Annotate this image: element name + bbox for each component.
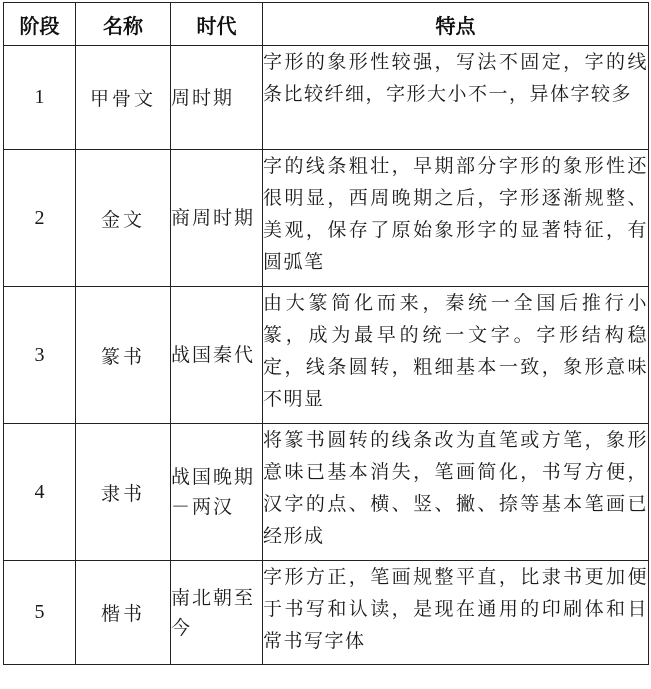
stage-cell: 5 — [4, 561, 76, 665]
header-stage: 阶段 — [4, 3, 76, 46]
stage-cell: 4 — [4, 424, 76, 561]
table-row — [4, 46, 649, 150]
stages-table-container — [3, 2, 648, 665]
chinese-script-stages-table — [3, 2, 649, 665]
era-cell: 战国晚期－两汉 — [171, 424, 263, 561]
stage-cell: 3 — [4, 287, 76, 424]
era-cell: 战国秦代 — [171, 287, 263, 424]
name-cell: 篆书 — [76, 287, 171, 424]
table-header — [4, 3, 649, 46]
era-cell: 南北朝至今 — [171, 561, 263, 665]
header-row — [4, 3, 649, 46]
table-row — [4, 287, 649, 424]
name-cell: 金文 — [76, 150, 171, 287]
table-row — [4, 561, 649, 665]
header-era: 时代 — [171, 3, 263, 46]
stage-cell: 2 — [4, 150, 76, 287]
stage-cell: 1 — [4, 46, 76, 150]
era-cell: 周时期 — [171, 46, 263, 150]
features-cell: 字的线条粗壮，早期部分字形的象形性还很明显，西周晚期之后，字形逐渐规整、美观，保存了原始象形字的显著特征，有圆弧笔 — [263, 150, 649, 287]
features-cell: 将篆书圆转的线条改为直笔或方笔，象形意味已基本消失，笔画简化，书写方便，汉字的点、横、竖、撇、捺等基本笔画已经形成 — [263, 424, 649, 561]
features-cell: 字形的象形性较强，写法不固定，字的线条比较纤细，字形大小不一，异体字较多 — [263, 46, 649, 150]
name-cell: 甲骨文 — [76, 46, 171, 150]
table-row — [4, 150, 649, 287]
era-cell: 商周时期 — [171, 150, 263, 287]
table-body — [4, 46, 649, 665]
name-cell: 楷书 — [76, 561, 171, 665]
table-row — [4, 424, 649, 561]
name-cell: 隶书 — [76, 424, 171, 561]
header-name: 名称 — [76, 3, 171, 46]
features-cell: 字形方正，笔画规整平直，比隶书更加便于书写和认读，是现在通用的印刷体和日常书写字体 — [263, 561, 649, 665]
header-features: 特点 — [263, 3, 649, 46]
features-cell: 由大篆简化而来，秦统一全国后推行小篆，成为最早的统一文字。字形结构稳定，线条圆转，粗细基本一致，象形意味不明显 — [263, 287, 649, 424]
